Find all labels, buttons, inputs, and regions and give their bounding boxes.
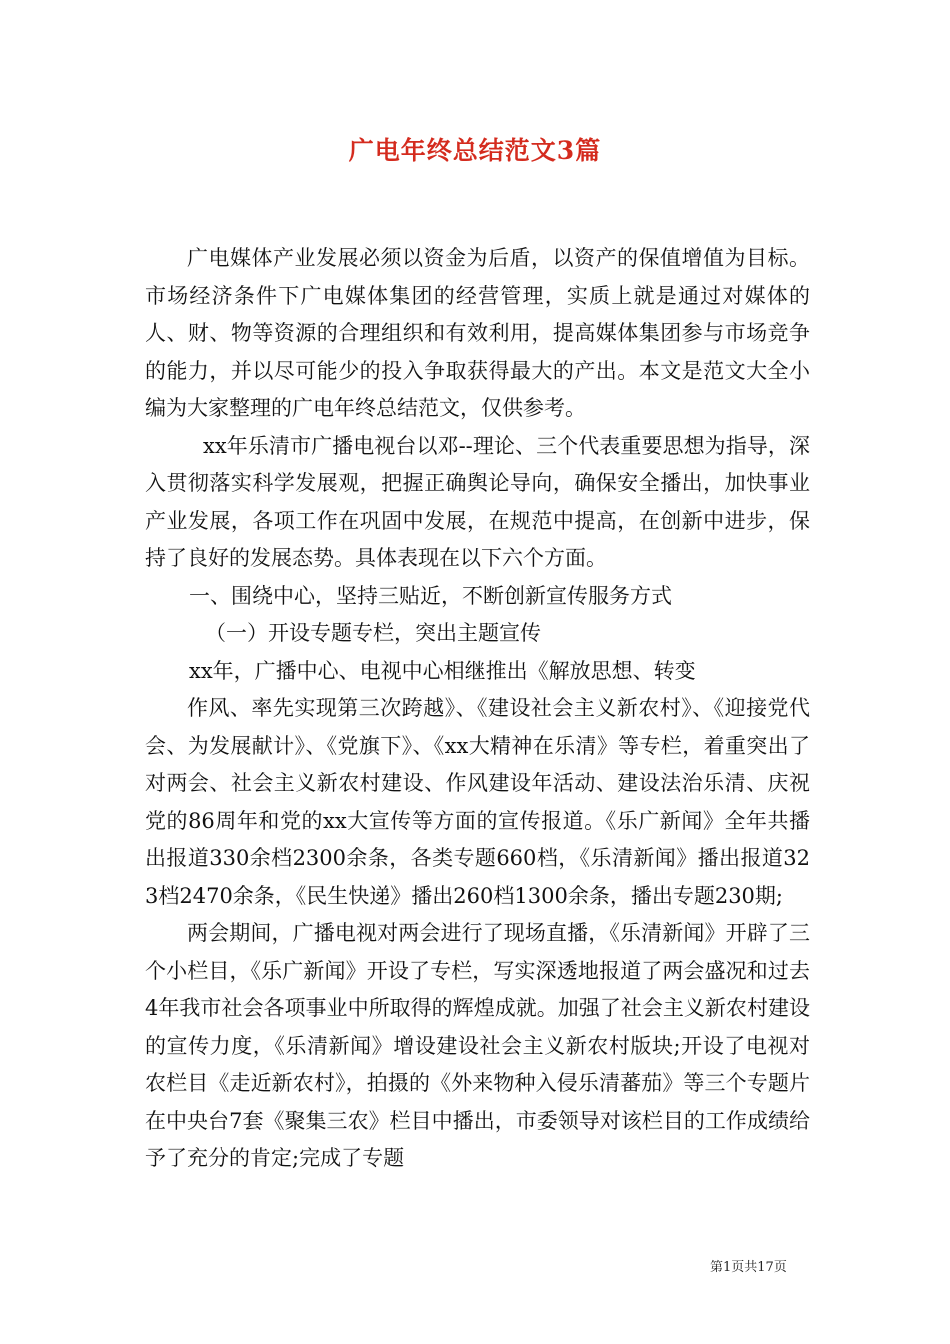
paragraph-intro: 广电媒体产业发展必须以资金为后盾，以资产的保值增值为目标。市场经济条件下广电媒体集团的经营管理，实质上就是通过对媒体的人、财、物等资源的合理组织和有效利用，提高媒体集团参与市场竞争的能力，并以尽可能少的投入争取获得最大的产出。本文是范文大全小编为大家整理的广电年终总结范文，仅供参考。: [145, 246, 810, 420]
paragraph-two-sessions: 两会期间，广播电视对两会进行了现场直播，《乐清新闻》开辟了三个小栏目，《乐广新闻》开设了专栏，写实深透地报道了两会盛况和过去4年我市社会各项事业中所取得的辉煌成就。加强了社会主义新农村建设的宣传力度，《乐清新闻》增设建设社会主义新农村版块;开设了电视对农栏目《走近新农村》，拍摄的《外来物种入侵乐清蕃茄》等三个专题片在中央台7套《聚集三农》栏目中播出，市委领导对该栏目的工作成绩给予了充分的肯定;完成了专题: [145, 921, 810, 1170]
paragraph-columns: 作风、率先实现第三次跨越》、《建设社会主义新农村》、《迎接党代会、为发展献计》、《党旗下》、《xx大精神在乐清》等专栏，着重突出了对两会、社会主义新农村建设、作风建设年活动、建设法治乐清、庆祝党的86周年和党的xx大宣传等方面的宣传报道。《乐广新闻》全年共播出报道330余档2300余条，各类专题660档，《乐清新闻》播出报道323档2470余条，《民生快递》播出260档1300余条，播出专题230期;: [145, 696, 810, 908]
subsection-heading: （一）开设专题专栏，突出主题宣传: [205, 621, 541, 645]
section-heading: 一、围绕中心，坚持三贴近，不断创新宣传服务方式: [189, 583, 672, 608]
document-title: 广电年终总结范文3篇: [348, 136, 602, 165]
document-body: [145, 240, 810, 1178]
page-number: 第1页共17页: [710, 1260, 787, 1275]
paragraph-columns-start: xx年，广播中心、电视中心相继推出《解放思想、转变: [189, 658, 696, 683]
paragraph-overview: xx年乐清市广播电视台以邓--理论、三个代表重要思想为指导，深入贯彻落实科学发展观，把握正确舆论导向，确保安全播出，加快事业产业发展，各项工作在巩固中发展，在规范中提高，在创新中进步，保持了良好的发展态势。具体表现在以下六个方面。: [145, 433, 810, 570]
